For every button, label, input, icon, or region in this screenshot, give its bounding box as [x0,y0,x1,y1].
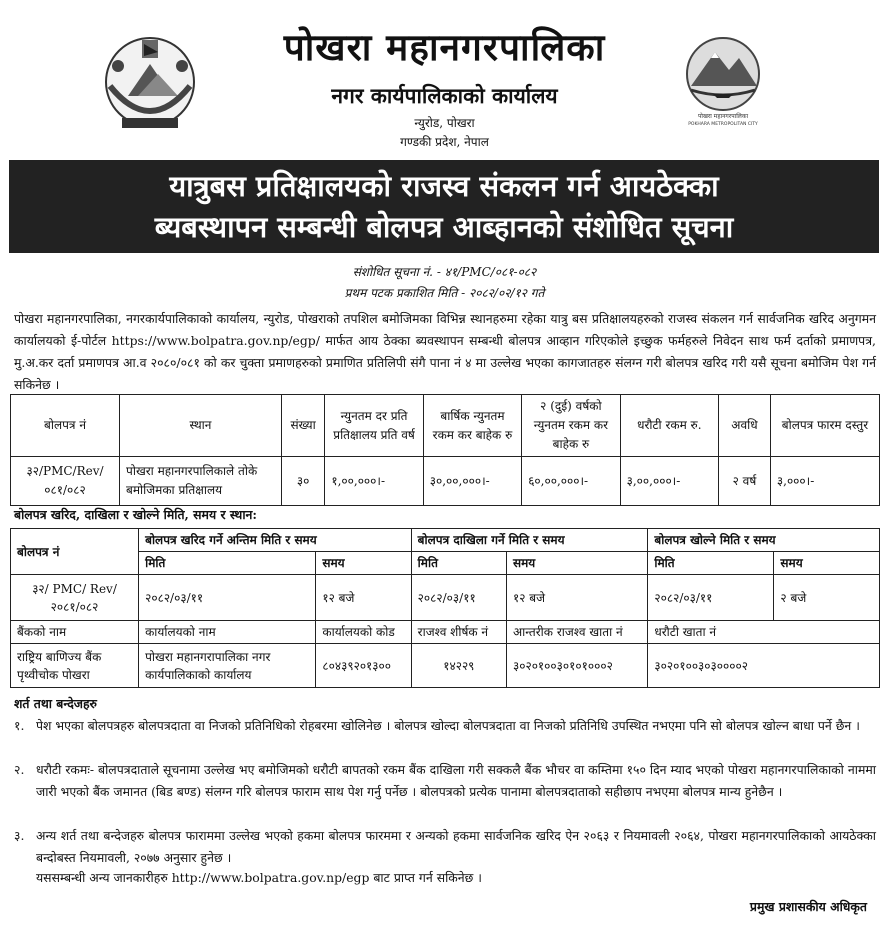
table-cell: २०८२/०३/११ [411,575,506,621]
table-header-cell: न्युनतम दर प्रति प्रतिक्षालय प्रति वर्ष [325,395,423,457]
banner-line-1: यात्रुबस प्रतिक्षालयको राजस्व संकलन गर्न आयठेक्का [169,169,719,203]
table-header-cell: समय [774,552,880,575]
logo-caption-en: POKHARA METROPOLITAN CITY [688,122,758,127]
table-cell: ८०४३९२०१३०० [316,644,411,688]
table-cell: ३,०००।- [770,457,879,506]
table-cell: १,००,०००।- [325,457,423,506]
term-text: अन्य शर्त तथा बन्देजहरु बोलपत्र फाराममा उल्लेख भएको हकमा बोलपत्र फारममा र अन्यको हकमा सार्वजनिक खरिद ऐन २०६३ र नियमावली २०६४, पोखरा महानगरपालिकाको आयठेक्का बन्दोबस्त नियमावली, २०७७ अनुसार हुनेछ । [36,828,876,865]
term-item [14,825,876,869]
table-header-cell: बैंकको नाम [11,621,139,644]
section-title-schedule: बोलपत्र खरिद, दाखिला र खोल्ने मिति, समय र स्थान: [14,507,257,522]
table-header-cell: धरौटी खाता नं [648,621,880,644]
table-header-cell: राजश्व शीर्षक नं [411,621,506,644]
table-row [11,529,880,552]
table-header-cell: मिति [411,552,506,575]
table-header-cell: बोलपत्र दाखिला गर्ने मिति र समय [411,529,648,552]
table-header-cell: मिति [139,552,316,575]
term-item [14,715,876,737]
more-info-link-text: यससम्बन्धी अन्य जानकारीहरु http://www.bolpatra.gov.np/egp बाट प्राप्त गर्न सकिनेछ । [36,870,482,885]
term-text: धरौटी रकमः- बोलपत्रदाताले सूचनामा उल्लेख भए बमोजिमको धरौटी बापतको रकम बैंक दाखिला गरी सक्कलै बैंक भौचर वा कम्तिमा १५० दिन म्याद भएको पोखरा महानगरपालिकाको नाममा जारी भएको बैंक जमानत (बिड बण्ड) संलग्न गरि बोलपत्र फाराम साथ पेश गर्नु पर्नेछ । बोलपत्रको प्रत्येक पानामा बोलपत्रदाताको सहीछाप नभएमा बोलपत्र मान्य हुनेछैन । [36,762,876,799]
table-header-cell: संख्या [281,395,324,457]
table-header-cell: बार्षिक न्युनतम रकम कर बाहेक रु [423,395,521,457]
table-cell: २०८२/०३/११ [139,575,316,621]
pokhara-logo-icon [677,34,769,128]
table-header-cell: बोलपत्र नं [11,529,139,575]
table-row [11,575,880,621]
table-cell: ३०२०१००३०१०१०००२ [506,644,647,688]
table-cell: २ बजे [774,575,880,621]
table-header-cell: अवधि [719,395,771,457]
office-name: नगर कार्यपालिकाको कार्यालय [331,83,558,108]
term-number: १. [14,718,25,733]
term-text: पेश भएका बोलपत्रहरु बोलपत्रदाता वा निजको प्रतिनिधिको रोहबरमा खोलिनेछ । बोलपत्र खोल्दा बोलपत्रदाता वा निजको प्रतिनिधि उपस्थित नभएमा पनि सो बोलपत्र खोल्न बाधा पर्ने छैन । [36,718,860,733]
table-header-cell: समय [506,552,647,575]
first-published-date: प्रथम पटक प्रकाशित मिति - २०८२/०२/१२ गते [344,286,545,300]
term-item [14,759,876,803]
table-header-cell: बोलपत्र फारम दस्तुर [770,395,879,457]
table-cell: ३०,००,०००।- [423,457,521,506]
org-name: पोखरा महानगरपालिका [283,25,606,69]
table-cell: ६०,००,०००।- [522,457,620,506]
term-number: ३. [14,828,25,843]
table-header-cell: कार्यालयको कोड [316,621,411,644]
banner-line-2: ब्यबस्थापन सम्बन्धी बोलपत्र आब्हानको संशोधित सूचना [154,210,734,244]
table-cell: राष्ट्रिय बाणिज्य बैंक पृथ्वीचोक पोखरा [11,644,139,688]
table-cell: ३२/ PMC/ Rev/२०८१/०८२ [11,575,139,621]
table-cell: २ वर्ष [719,457,771,506]
signature-title: प्रमुख प्रशासकीय अधिकृत [749,899,867,914]
table-header-cell: बोलपत्र नं [11,395,120,457]
table-header-cell: धरौटी रकम रु. [620,395,718,457]
table-cell: पोखरा महानगरापालिका नगर कार्यपालिकाको कार्यालय [139,644,316,688]
bid-details-table [10,394,880,506]
table-cell: ३० [281,457,324,506]
table-cell: १४२२९ [411,644,506,688]
table-header-cell: आन्तरीक राजश्व खाता नं [506,621,647,644]
table-row [11,457,880,506]
table-header-cell: समय [316,552,411,575]
table-cell: ३,००,०००।- [620,457,718,506]
table-cell: २०८२/०३/११ [648,575,774,621]
table-cell: १२ बजे [506,575,647,621]
table-header-cell: बोलपत्र खरिद गर्ने अन्तिम मिति र समय [139,529,412,552]
notice-number: संशोधित सूचना नं. - ४१/PMC/०८१-०८२ [352,265,537,279]
address-line-1: न्युरोड, पोखरा [414,116,475,130]
address-line-2: गण्डकी प्रदेश, नेपाल [400,135,489,149]
table-cell: ३२/PMC/Rev/ ०८१/०८२ [11,457,120,506]
notice-banner [9,160,879,253]
table-cell: पोखरा महानगरपालिकाले तोके बमोजिमका प्रतिक्षालय [120,457,282,506]
table-header-cell: २ (दुई) वर्षको न्युनतम रकम कर बाहेक रु [522,395,620,457]
logo-caption: पोखरा महानगरपालिका [697,113,749,120]
schedule-table [10,528,880,688]
table-header-row [11,395,880,457]
table-header-cell: बोलपत्र खोल्ने मिति र समय [648,529,880,552]
table-header-cell: स्थान [120,395,282,457]
table-row [11,621,880,644]
intro-paragraph: पोखरा महानगरपालिका, नगरकार्यपालिकाको कार्यालय, न्युरोड, पोखराको तपशिल बमोजिमका विभिन्न स्थानहरुमा रहेका यात्रु बस प्रतिक्षालयहरुको राजस्व संकलन गर्न सार्वजनिक खरिद अनुगमन कार्यालयको ई-पोर्टल https://www.bolpatra.gov.np/egp/ मार्फत आय ठेक्का ब्यवस्थापन सम्बन्धी बोलपत्र आव्हान गरिएकोले इच्छुक फर्महरुले निवेदन साथ फर्म दर्ताको प्रमाणपत्र, मु.अ.कर दर्ता प्रमाणपत्र आ.व २०८०/०८१ को कर चुक्ता प्रमाणहरुको प्रमाणित प्रतिलिपी संगै पाना नं ४ मा उल्लेख भएका कागजातहरु संलग्न गरी बोलपत्र खरिद गरी यसै सूचना बमोजिम पेश गर्न सकिनेछ । [14,311,876,392]
term-number: २. [14,762,25,777]
table-cell: १२ बजे [316,575,411,621]
table-cell: ३०२०१००३०३००००२ [648,644,880,688]
terms-title: शर्त तथा बन्देजहरु [14,696,97,711]
table-row [11,552,880,575]
table-row [11,644,880,688]
table-header-cell: कार्यालयको नाम [139,621,316,644]
table-header-cell: मिति [648,552,774,575]
